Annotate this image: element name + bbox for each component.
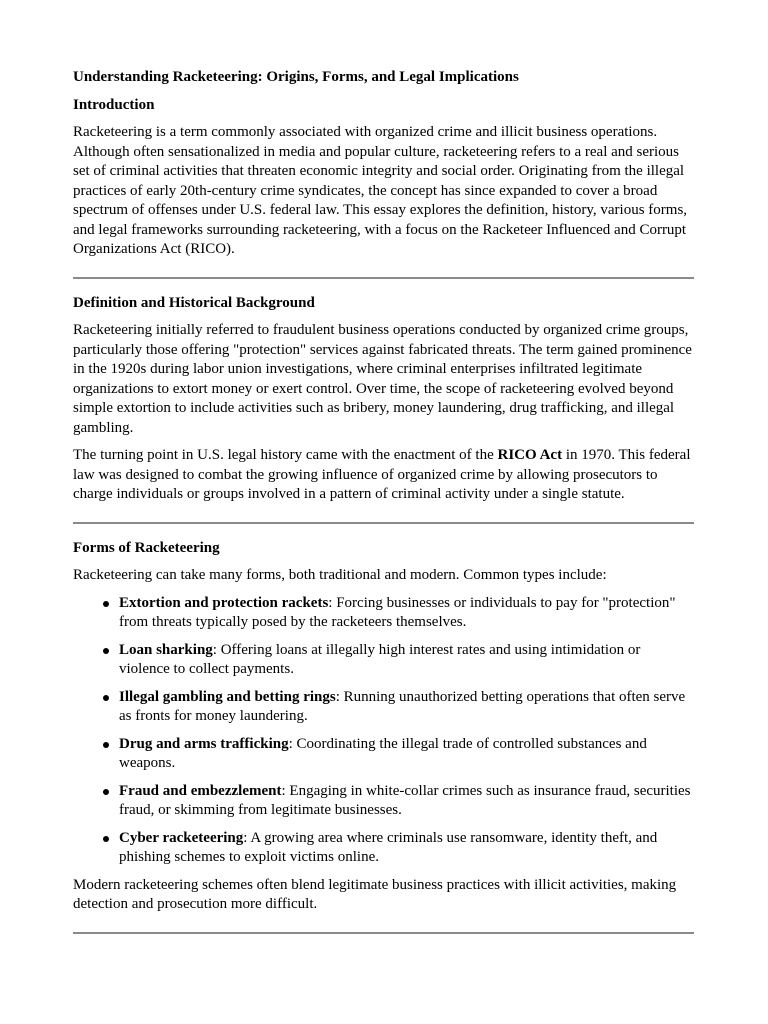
rico-text-before: The turning point in U.S. legal history came with the enactment of the [73,447,498,463]
list-item [119,688,694,727]
list-item [119,782,694,821]
section-divider [73,277,694,279]
forms-list [73,594,694,868]
definition-heading: Definition and Historical Background [73,294,315,311]
definition-paragraph-1: Racketeering initially referred to fraudulent business operations conducted by organized crime groups, particularly those offering "protection" services against fabricated threats. The term gained prominence in the 1920s during labor union investigations, where criminal enterprises infiltrated legitimate organizations to extort money or exert control. Over time, the scope of racketeering evolved beyond simple extortion to include activities such as bribery, money laundering, drug trafficking, and illegal gambling. [73,322,692,436]
document-title: Understanding Racketeering: Origins, Forms, and Legal Implications [73,69,519,85]
list-item-description: : Coordinating the illegal trade of controlled substances and weapons. [119,735,647,771]
list-item-description: : A growing area where criminals use ransomware, identity theft, and phishing schemes to exploit victims online. [119,829,658,865]
list-item-term: Extortion and protection rackets [119,594,329,611]
list-item-term: Illegal gambling and betting rings [119,688,336,705]
forms-heading: Forms of Racketeering [73,539,220,556]
list-item-term: Loan sharking [119,641,213,658]
rico-text-after: in 1970. This federal law was designed to combat the growing influence of organized crime by allowing prosecutors to charge individuals or groups involved in a pattern of criminal activity under a single statute. [73,447,691,502]
list-item-description: : Running unauthorized betting operations that often serve as fronts for money laundering. [119,688,686,724]
list-item-description: : Offering loans at illegally high interest rates and using intimidation or violence to collect payments. [119,641,641,677]
forms-closing-paragraph: Modern racketeering schemes often blend legitimate business practices with illicit activities, making detection and prosecution more difficult. [73,876,677,912]
section-divider [73,932,694,934]
list-item [119,594,694,633]
definition-paragraph-2 [73,446,694,505]
section-divider [73,522,694,524]
list-item [119,829,694,868]
list-item-description: : Forcing businesses or individuals to pay for "protection" from threats typically posed by the racketeers themselves. [119,594,676,630]
list-item-description: : Engaging in white-collar crimes such as insurance fraud, securities fraud, or skimming from legitimate businesses. [119,782,691,818]
list-item [119,641,694,680]
introduction-paragraph: Racketeering is a term commonly associated with organized crime and illicit business operations. Although often sensationalized in media and popular culture, racketeering refers to a real and serious set of criminal activities that threaten economic integrity and social order. Originating from the illegal practices of early 20th-century crime syndicates, the concept has since expanded to cover a broad spectrum of offenses under U.S. federal law. This essay explores the definition, history, various forms, and legal frameworks surrounding racketeering, with a focus on the Racketeer Influenced and Corrupt Organizations Act (RICO). [73,124,688,257]
list-item-term: Cyber racketeering [119,829,244,846]
introduction-heading: Introduction [73,96,155,113]
forms-intro-paragraph: Racketeering can take many forms, both traditional and modern. Common types include: [73,567,607,583]
list-item [119,735,694,774]
rico-act-term: RICO Act [497,447,563,463]
list-item-term: Drug and arms trafficking [119,735,289,752]
list-item-term: Fraud and embezzlement [119,782,282,799]
